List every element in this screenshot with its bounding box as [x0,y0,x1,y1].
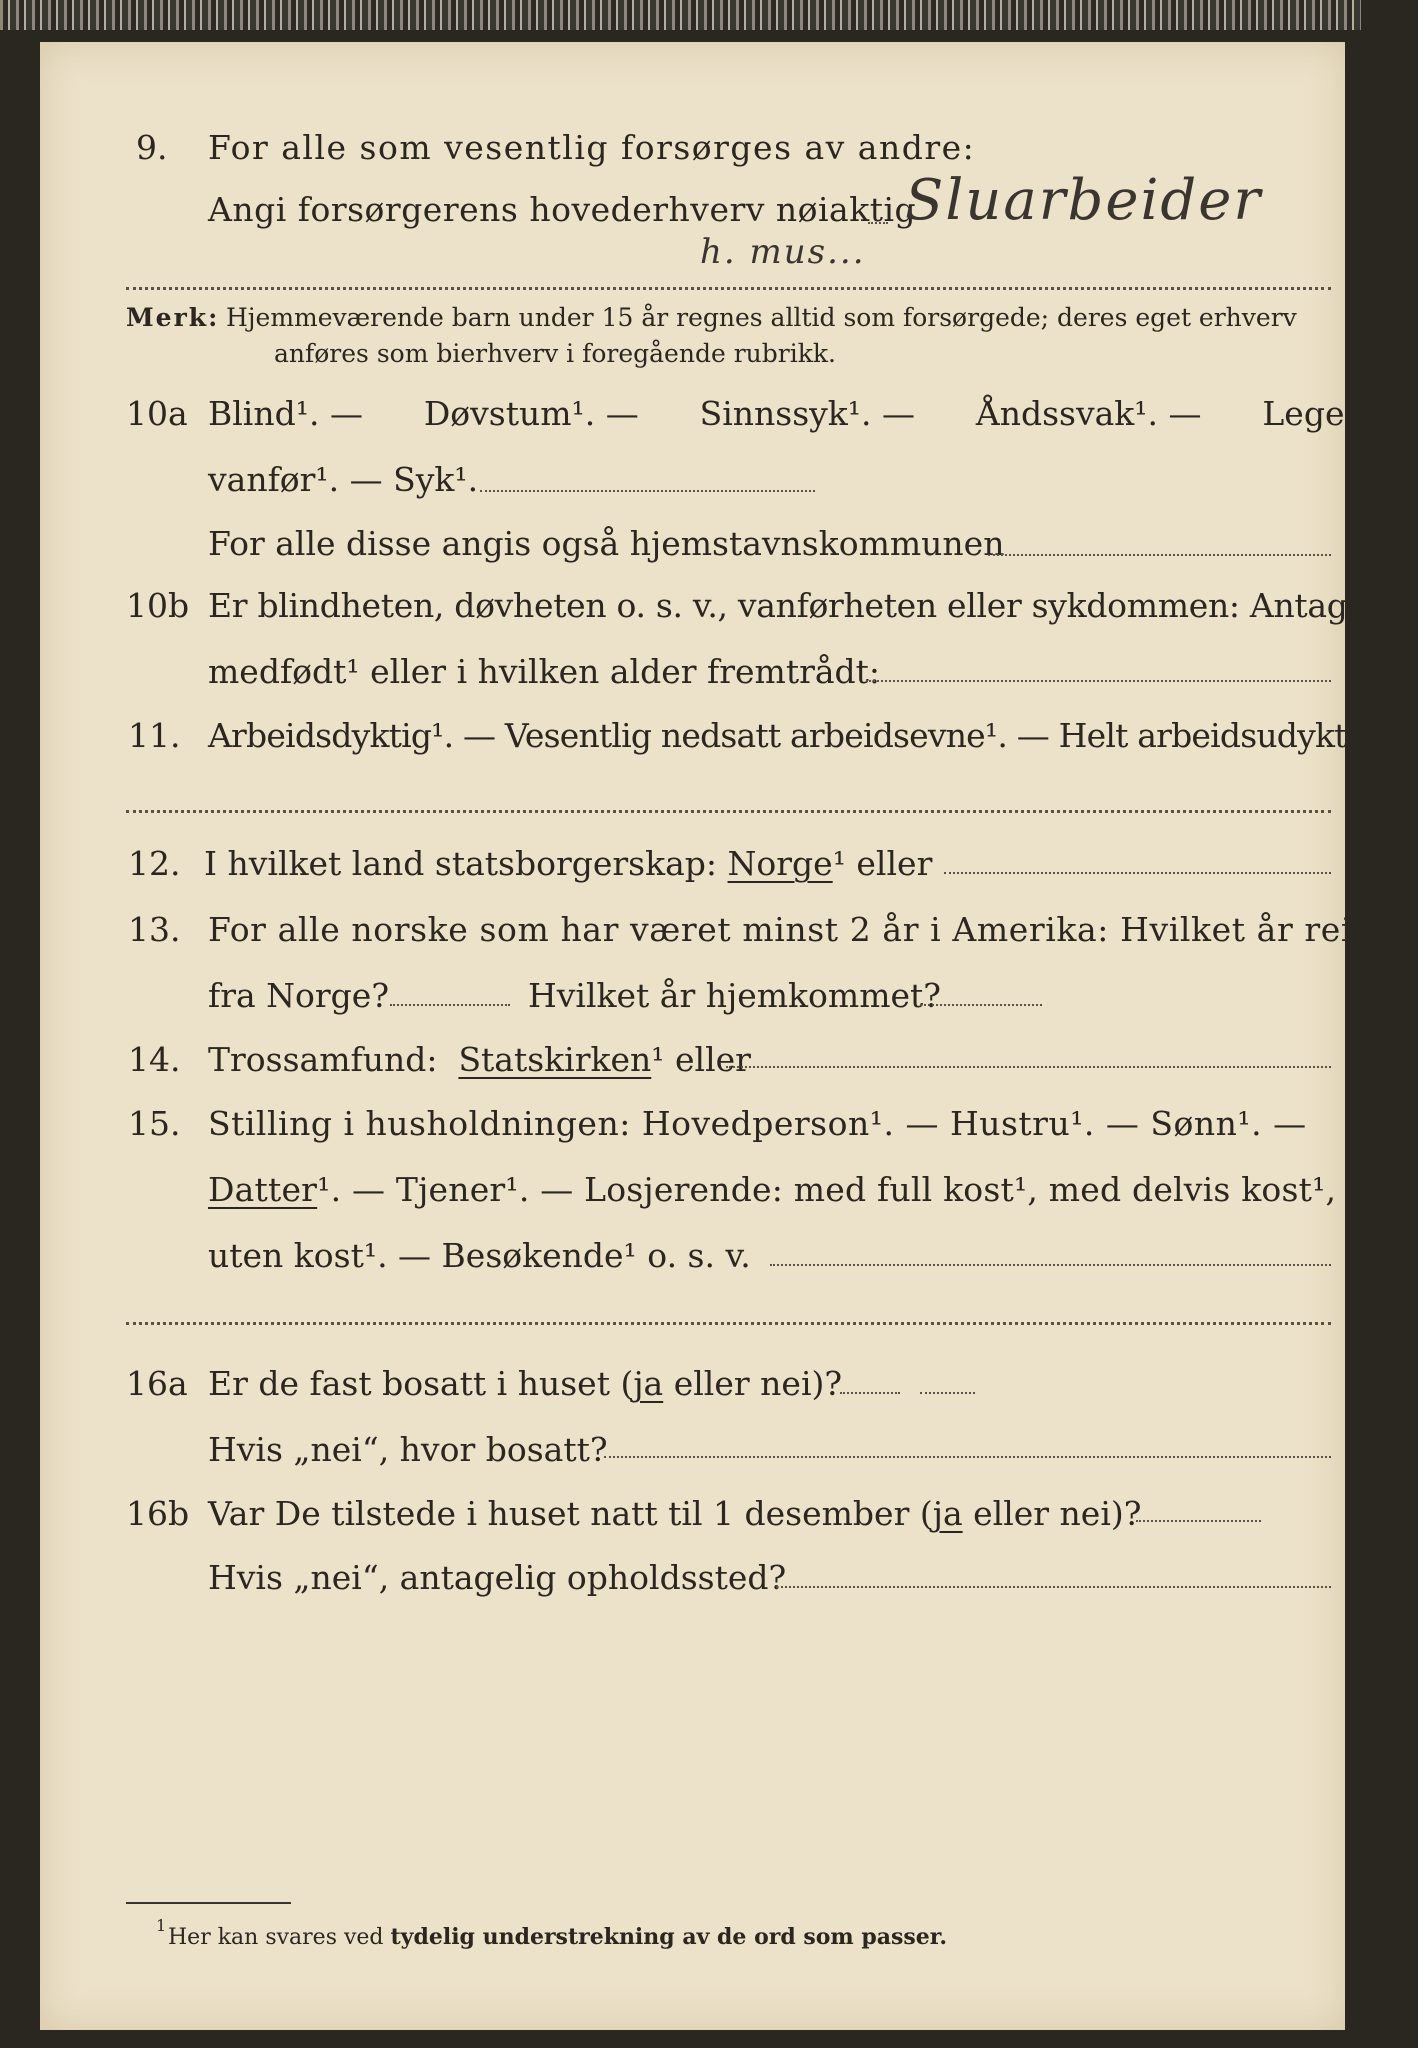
merk-line2: anføres som bierhverv i foregående rubrikk. [274,339,836,368]
footnote-rule [126,1902,291,1904]
q13-text1: For alle norske som har været minst 2 år i Amerika: Hvilket år reist [208,910,1384,949]
q16a-text [208,1364,842,1404]
q16a-number: 16a [126,1364,188,1403]
footnote-marker: 1 [156,1916,167,1935]
footnote-text-plain: Her kan svares ved [168,1925,391,1950]
merk-label: Merk: [126,303,220,332]
q15-text2 [208,1170,1336,1210]
q9-handwritten-answer2: h. mus... [700,232,866,272]
q13-text2a: fra Norge? [208,976,390,1015]
q9-dots [868,222,888,224]
q10a-text2: vanfør¹. — Syk¹. [208,460,479,499]
q9-text2: Angi forsørgerens hovederhverv nøiaktig [208,190,917,229]
q10a-opt-legemlig: Legemlig [1262,394,1418,433]
q10a-dots2 [480,490,815,492]
q16a-dots1 [840,1392,900,1394]
q12-number: 12. [128,844,181,883]
q16b-number: 16b [126,1494,190,1533]
q10a-opt-dovstum: Døvstum¹. — [423,394,639,433]
separator-11 [126,810,1331,813]
q15-dots [770,1264,1331,1266]
q10b-text2: medfødt¹ eller i hvilken alder fremtrådt: [208,652,881,691]
q15-text3: uten kost¹. — Besøkende¹ o. s. v. [208,1236,751,1275]
q10b-text1: Er blindheten, døvheten o. s. v., vanførheten eller sykdommen: Antagelig [208,586,1409,625]
separator-9 [126,287,1331,290]
q16a-dots2 [920,1392,975,1394]
separator-15 [126,1322,1331,1325]
q10a-options [208,394,1418,434]
q11-text1: Arbeidsdyktig¹. — Vesentlig nedsatt arbeidsevne¹. — Helt arbeidsudyktig¹. [208,716,1399,755]
q16a-dots3 [604,1456,1331,1458]
q16b-suffix: eller nei)? [962,1494,1142,1533]
q16a-suffix: eller nei)? [663,1364,843,1403]
q13-dots-reist [390,1004,510,1006]
q10b-number: 10b [126,586,190,625]
q13-number: 13. [128,910,181,949]
q16b-text [208,1494,1141,1534]
q12-answer-underlined: Norge [727,844,833,883]
q10a-opt-blind: Blind¹. — [208,394,363,433]
footnote-text-bold: tydelig understrekning av de ord som passer. [390,1924,948,1950]
q14-number: 14. [128,1040,181,1079]
q16b-dots2 [776,1586,1331,1588]
q10a-number: 10a [126,394,188,433]
q14-suffix: ¹ eller [651,1040,751,1079]
q16b-prefix: Var De tilstede i huset natt til 1 desember ( [208,1494,933,1533]
q12-dots [944,872,1331,874]
q10a-text3: For alle disse angis også hjemstavnskommunen [208,524,1005,563]
q16a-text2: Hvis „nei“, hvor bosatt? [208,1430,608,1469]
q14-prefix: Trossamfund: [208,1040,438,1079]
q16a-prefix: Er de fast bosatt i huset ( [208,1364,634,1403]
q16b-text2: Hvis „nei“, antagelig opholdssted? [208,1558,787,1597]
q10a-opt-sinnssyk: Sinnssyk¹. — [699,394,916,433]
q14-answer-underlined: Statskirken [458,1040,652,1079]
merk-note [126,300,1331,372]
q12-prefix: I hvilket land statsborgerskap: [204,844,718,883]
q12-text [204,844,932,884]
q16b-answer-underlined: ja [932,1494,963,1533]
q13-dots-hjemkommet [920,1004,1042,1006]
q11-number: 11. [128,716,181,755]
q15-number: 15. [128,1104,181,1143]
q15-text2-rest: ¹. — Tjener¹. — Losjerende: med full kost¹, med delvis kost¹, [317,1170,1337,1209]
q14-text [208,1040,751,1080]
q10a-opt-andssvak: Åndssvak¹. — [975,394,1202,433]
q10a-dots3 [988,554,1331,556]
q16b-dots1 [1136,1520,1261,1522]
footnote [156,1916,948,1950]
q12-suffix: ¹ eller [832,844,933,883]
q15-text1: Stilling i husholdningen: Hovedperson¹. — Hustru¹. — Sønn¹. — [208,1104,1307,1143]
q13-text2b: Hvilket år hjemkommet? [528,976,941,1015]
film-edge-strip [0,0,1361,30]
q9-number: 9. [136,128,168,167]
q9-handwritten-answer: Sluarbeider [905,168,1263,233]
merk-line1: Hjemmeværende barn under 15 år regnes alltid som forsørgede; deres eget erhverv [226,303,1297,332]
q15-answer-underlined: Datter [208,1170,318,1209]
q10b-dots [866,680,1331,682]
q9-text1: For alle som vesentlig forsørges av andre: [208,128,976,167]
q14-dots [726,1066,1331,1068]
q16a-answer-underlined: ja [633,1364,664,1403]
